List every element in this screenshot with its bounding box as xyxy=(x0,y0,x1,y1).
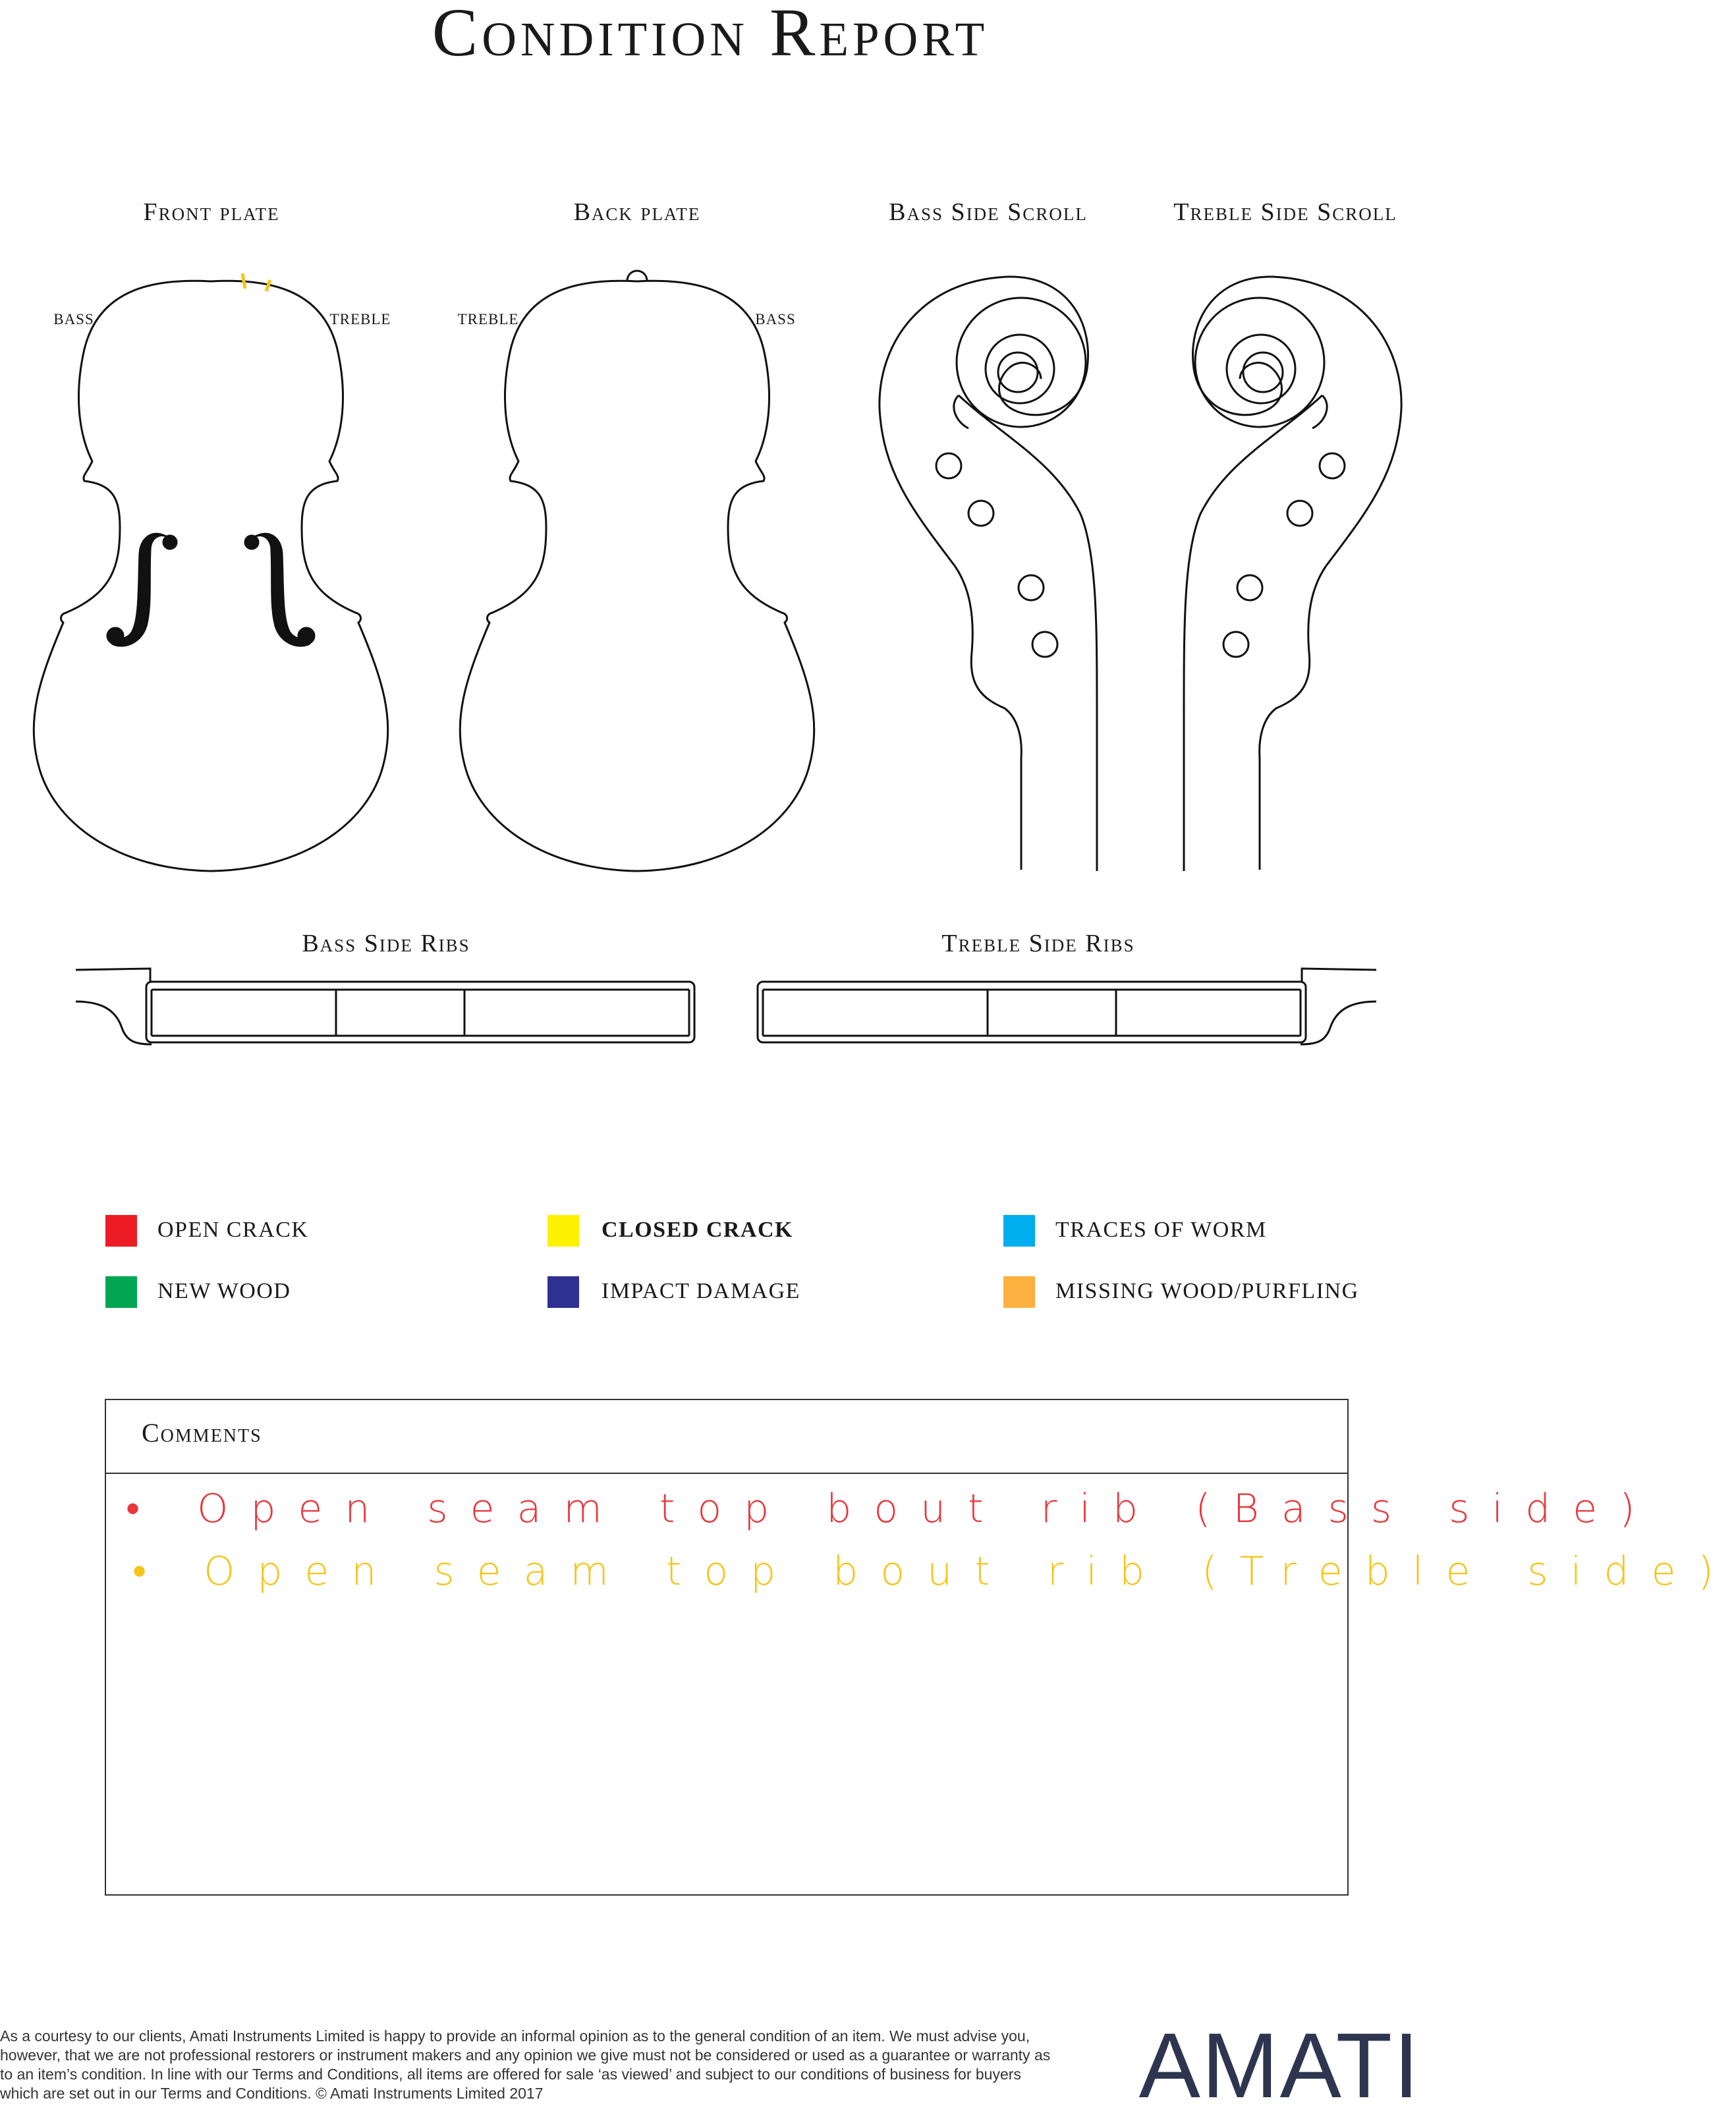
front-plate-treble-label: TREBLE xyxy=(329,311,391,327)
legend-swatch-open-crack xyxy=(105,1215,137,1247)
front-plate-bass-label: BASS xyxy=(53,311,94,327)
legend-label-missing-wood: MISSING WOOD/PURFLING xyxy=(1055,1279,1359,1303)
bass-ribs-strip xyxy=(146,982,694,1042)
comment-entry-1 xyxy=(126,1486,1658,1532)
legend-label-traces-of-worm: TRACES OF WORM xyxy=(1055,1218,1267,1242)
page-title: Condition Report xyxy=(432,0,989,71)
comment-text: Open seam top bout rib (Treble side) xyxy=(204,1548,1736,1595)
comment-bullet: • xyxy=(126,1486,163,1532)
legend-swatch-missing-wood xyxy=(1003,1276,1035,1308)
legend-swatch-impact-damage xyxy=(547,1276,579,1308)
instrument-diagrams xyxy=(0,0,1420,1120)
comment-bullet: • xyxy=(132,1548,169,1595)
comment-text: Open seam top bout rib (Bass side) xyxy=(197,1486,1658,1532)
legend-label-closed-crack: CLOSED CRACK xyxy=(602,1218,793,1242)
back-plate-heading: Back plate xyxy=(573,198,701,226)
comment-entry-2 xyxy=(132,1548,1736,1595)
bass-side-ribs-heading: Bass Side Ribs xyxy=(302,930,470,957)
bass-ribs-neck xyxy=(76,969,152,1044)
back-plate-bass-label: BASS xyxy=(755,311,796,327)
treble-side-scroll-heading: Treble Side Scroll xyxy=(1173,198,1397,226)
legend-label-impact-damage: IMPACT DAMAGE xyxy=(602,1279,800,1303)
legend-swatch-closed-crack xyxy=(547,1215,579,1247)
crack-mark-1 xyxy=(242,273,245,289)
back-plate-outline xyxy=(457,281,814,871)
bass-scroll-outline xyxy=(880,277,1088,870)
footer-disclaimer: As a courtesy to our clients, Amati Instruments Limited is happy to provide an informal opinion as to the general condition of an item. We must advise you, however, that we are not professional restorers or instrument makers and any opinion we give must not be considered or used as a guarantee or warranty as to an item’s condition. In line with our Terms and Conditions, all items are offered for sale ‘as viewed’ and subject to our conditions of business for buyers which are set out in our Terms and Conditions. © Amati Instruments Limited 2017 xyxy=(0,2027,1051,2102)
bass-side-scroll-heading: Bass Side Scroll xyxy=(889,198,1088,226)
legend-swatch-new-wood xyxy=(105,1276,137,1308)
crack-mark-2 xyxy=(266,280,270,291)
front-plate-heading: Front plate xyxy=(143,198,280,226)
legend-label-open-crack: OPEN CRACK xyxy=(157,1218,309,1242)
front-plate-outline xyxy=(34,281,387,871)
legend-label-new-wood: NEW WOOD xyxy=(157,1279,291,1303)
back-plate-treble-label: TREBLE xyxy=(457,311,519,327)
comments-box xyxy=(105,1399,1736,1896)
treble-side-ribs-heading: Treble Side Ribs xyxy=(941,930,1135,957)
comments-title: Comments xyxy=(142,1418,262,1448)
legend-swatch-traces-of-worm xyxy=(1003,1215,1035,1247)
comments-header xyxy=(106,1400,1347,1474)
amati-logo: AMATI xyxy=(1138,2014,1420,2117)
back-plate-button xyxy=(627,271,647,281)
